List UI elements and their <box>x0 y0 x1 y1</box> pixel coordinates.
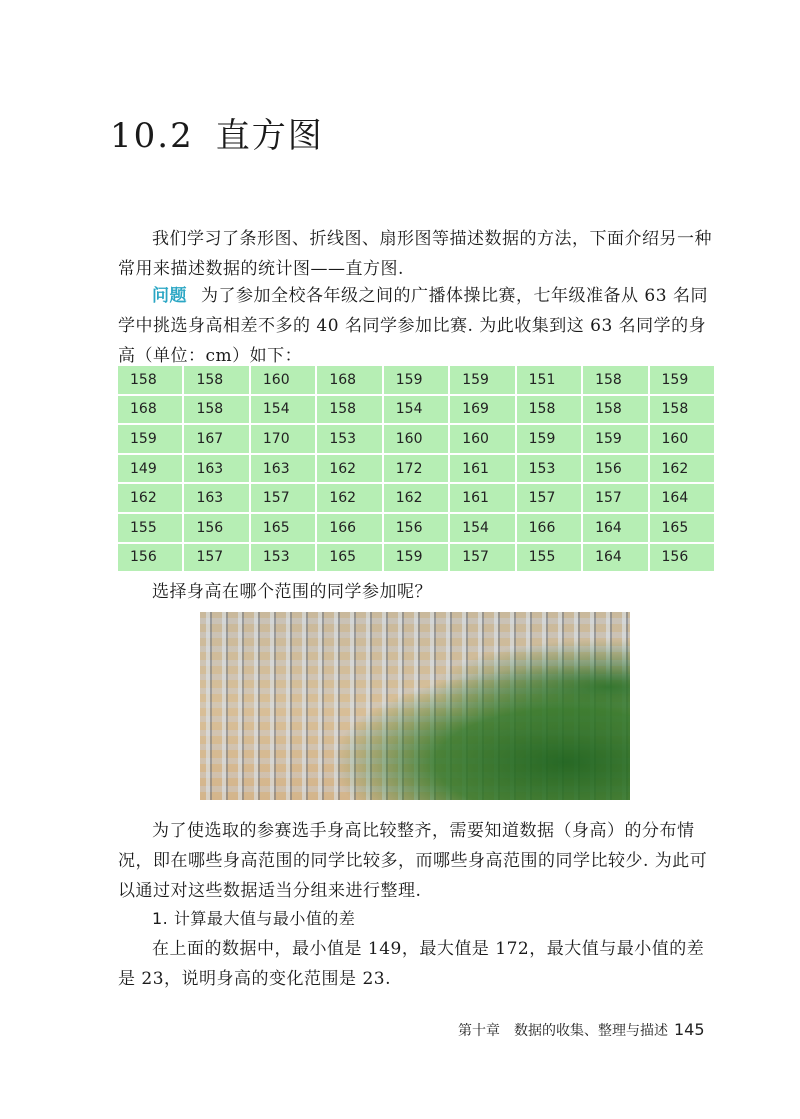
table-cell: 166 <box>517 514 581 542</box>
table-cell: 168 <box>118 396 182 424</box>
gymnastics-photo <box>200 612 630 800</box>
table-row <box>118 425 714 453</box>
table-cell: 158 <box>118 366 182 394</box>
table-cell: 163 <box>184 455 248 483</box>
table-cell: 160 <box>450 425 514 453</box>
table-cell: 163 <box>251 455 315 483</box>
table-row <box>118 544 714 572</box>
table-cell: 160 <box>251 366 315 394</box>
table-cell: 153 <box>251 544 315 572</box>
table-cell: 164 <box>583 514 647 542</box>
table-cell: 153 <box>517 455 581 483</box>
table-cell: 165 <box>650 514 715 542</box>
table-cell: 165 <box>317 544 381 572</box>
chapter-title: 第十章 数据的收集、整理与描述 <box>458 1023 668 1039</box>
table-cell: 157 <box>517 484 581 512</box>
table-cell: 160 <box>384 425 448 453</box>
table-row <box>118 396 714 424</box>
table-cell: 156 <box>384 514 448 542</box>
table-cell: 164 <box>583 544 647 572</box>
table-cell: 155 <box>517 544 581 572</box>
table-cell: 167 <box>184 425 248 453</box>
table-cell: 157 <box>583 484 647 512</box>
table-cell: 157 <box>184 544 248 572</box>
table-cell: 165 <box>251 514 315 542</box>
table-cell: 149 <box>118 455 182 483</box>
table-cell: 158 <box>583 396 647 424</box>
table-cell: 154 <box>251 396 315 424</box>
table-cell: 158 <box>583 366 647 394</box>
intro-paragraph: 我们学习了条形图、折线图、扇形图等描述数据的方法，下面介绍另一种常用来描述数据的统计图——直方图. <box>118 229 712 279</box>
table-cell: 159 <box>384 544 448 572</box>
section-heading <box>110 108 324 157</box>
section-title: 直方图 <box>215 116 324 156</box>
table-cell: 159 <box>118 425 182 453</box>
step-heading: 1. 计算最大值与最小值的差 <box>152 909 356 928</box>
table-cell: 159 <box>384 366 448 394</box>
table-cell: 169 <box>450 396 514 424</box>
distribution-paragraph: 为了使选取的参赛选手身高比较整齐，需要知道数据（身高）的分布情况，即在哪些身高范围的同学比较多，而哪些身高范围的同学比较少. 为此可以通过对这些数据适当分组来进行整理. <box>118 821 708 901</box>
table-cell: 162 <box>384 484 448 512</box>
table-cell: 155 <box>118 514 182 542</box>
table-row <box>118 514 714 542</box>
height-data-table <box>116 364 716 573</box>
table-row <box>118 484 714 512</box>
problem-keyword: 问题 <box>152 286 187 306</box>
table-cell: 160 <box>650 425 715 453</box>
table-cell: 159 <box>450 366 514 394</box>
table-cell: 172 <box>384 455 448 483</box>
table-cell: 156 <box>583 455 647 483</box>
range-paragraph: 在上面的数据中，最小值是 149，最大值是 172，最大值与最小值的差是 23，说明身高的变化范围是 23. <box>118 939 705 989</box>
problem-paragraph <box>118 281 718 371</box>
table-cell: 153 <box>317 425 381 453</box>
table-row <box>118 366 714 394</box>
table-cell: 159 <box>583 425 647 453</box>
table-cell: 158 <box>184 396 248 424</box>
table-cell: 162 <box>317 455 381 483</box>
table-cell: 163 <box>184 484 248 512</box>
table-cell: 156 <box>118 544 182 572</box>
problem-text: 为了参加全校各年级之间的广播体操比赛，七年级准备从 63 名同学中挑选身高相差不多的 40 名同学参加比赛. 为此收集到这 63 名同学的身高（单位：cm）如下： <box>118 286 708 366</box>
table-cell: 159 <box>650 366 715 394</box>
section-number: 10.2 <box>110 116 194 156</box>
table-cell: 158 <box>317 396 381 424</box>
table-cell: 161 <box>450 484 514 512</box>
table-row <box>118 455 714 483</box>
table-cell: 170 <box>251 425 315 453</box>
table-cell: 156 <box>650 544 715 572</box>
table-cell: 158 <box>650 396 715 424</box>
table-cell: 162 <box>118 484 182 512</box>
table-cell: 161 <box>450 455 514 483</box>
table-cell: 157 <box>251 484 315 512</box>
table-cell: 154 <box>384 396 448 424</box>
table-cell: 166 <box>317 514 381 542</box>
table-cell: 156 <box>184 514 248 542</box>
table-cell: 158 <box>184 366 248 394</box>
table-cell: 164 <box>650 484 715 512</box>
page-number: 145 <box>674 1020 705 1039</box>
table-cell: 157 <box>450 544 514 572</box>
table-cell: 168 <box>317 366 381 394</box>
page-footer <box>458 1020 705 1040</box>
table-cell: 159 <box>517 425 581 453</box>
table-cell: 162 <box>317 484 381 512</box>
question-text: 选择身高在哪个范围的同学参加呢？ <box>152 582 432 602</box>
table-cell: 162 <box>650 455 715 483</box>
table-cell: 151 <box>517 366 581 394</box>
table-cell: 154 <box>450 514 514 542</box>
table-cell: 158 <box>517 396 581 424</box>
